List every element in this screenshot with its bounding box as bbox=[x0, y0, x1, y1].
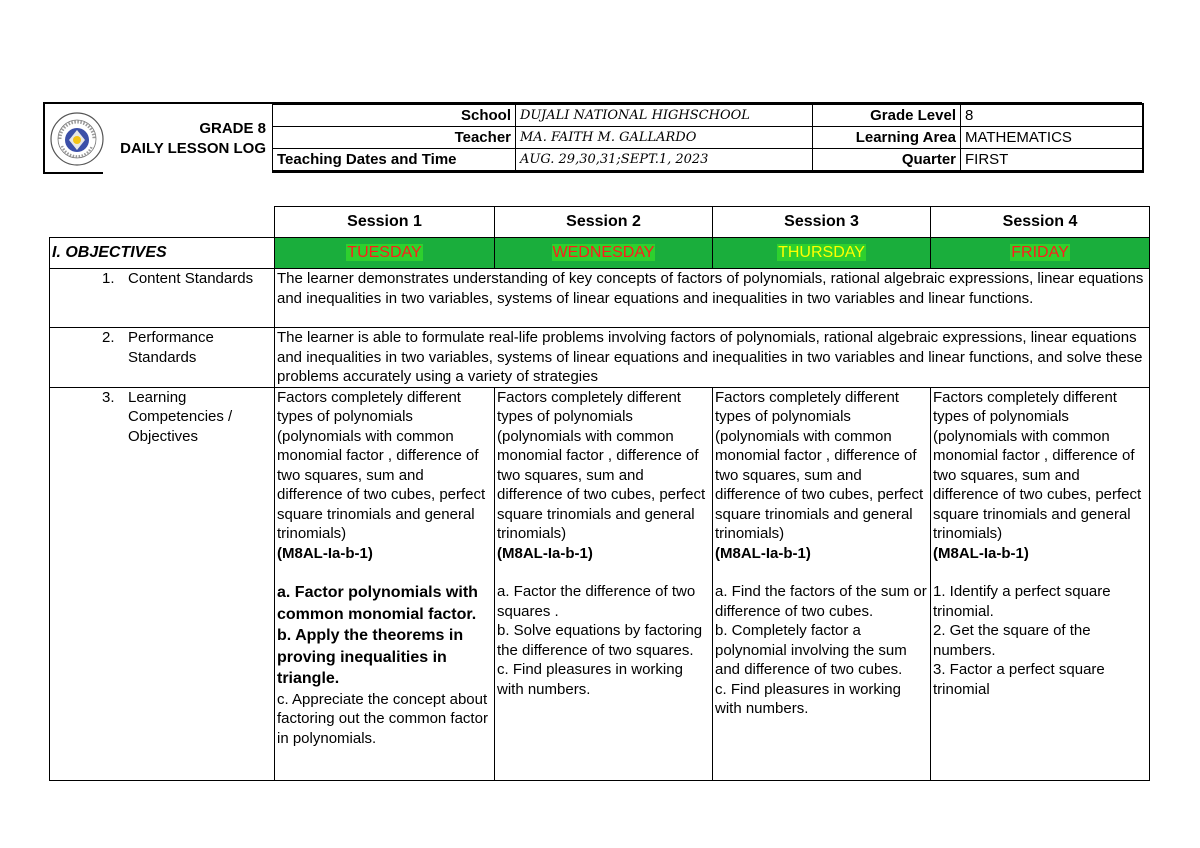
day-label-3: THURSDAY bbox=[778, 244, 865, 262]
day-cell-2 bbox=[495, 238, 713, 269]
grade-level-value: 8 bbox=[961, 104, 1143, 127]
s4-objective-3: 3. Factor a perfect square trinomial bbox=[933, 661, 1105, 698]
log-title: DAILY LESSON LOG bbox=[120, 140, 266, 157]
performance-standards-num: 2. bbox=[102, 329, 115, 346]
competencies-session-1 bbox=[275, 387, 495, 780]
competency-code: (M8AL-Ia-b-1) bbox=[277, 544, 373, 562]
school-value: DUJALI NATIONAL HIGHSCHOOL bbox=[516, 104, 813, 127]
day-cell-3 bbox=[713, 238, 931, 269]
s2-objective-c: c. Find pleasures in working with numbers. bbox=[497, 661, 683, 698]
content-standards-label-cell bbox=[50, 269, 275, 328]
competencies-label-cell bbox=[50, 387, 275, 780]
competency-common-text: Factors completely different types of polynomials (polynomials with common monomial factor , difference of two squares, sum and difference of two cubes, perfect square trinomials and general trinomials) bbox=[497, 388, 706, 542]
learning-area-label: Learning Area bbox=[813, 127, 961, 149]
session-header-3: Session 3 bbox=[713, 207, 931, 238]
quarter-value: FIRST bbox=[961, 149, 1143, 172]
performance-standards-text: The learner is able to formulate real-life problems involving factors of polynomials, rational algebraic expressions, linear equations and inequalities in two variables, systems of linear equations and inequalities in two variables and linear functions, and solve these problems accurately using a variety of strategies bbox=[275, 328, 1150, 388]
dates-label: Teaching Dates and Time bbox=[273, 149, 516, 172]
day-label-1: TUESDAY bbox=[347, 244, 422, 262]
competency-common-text: Factors completely different types of polynomials (polynomials with common monomial factor , difference of two squares, sum and difference of two cubes, perfect square trinomials and general trinomials) bbox=[277, 388, 486, 542]
quarter-label: Quarter bbox=[813, 149, 961, 172]
performance-label-1: Performance bbox=[128, 329, 214, 346]
learning-area-value: MATHEMATICS bbox=[961, 127, 1143, 149]
performance-label-2: Standards bbox=[128, 348, 197, 366]
day-label-2: WEDNESDAY bbox=[552, 244, 655, 262]
dates-value: AUG. 29,30,31;SEPT.1, 2023 bbox=[516, 149, 813, 172]
competency-common-text: Factors completely different types of polynomials (polynomials with common monomial factor , difference of two squares, sum and difference of two cubes, perfect square trinomials and general trinomials) bbox=[933, 388, 1142, 542]
competency-common-text: Factors completely different types of polynomials (polynomials with common monomial factor , difference of two squares, sum and difference of two cubes, perfect square trinomials and general trinomials) bbox=[715, 388, 924, 542]
header-left-rule bbox=[43, 102, 45, 174]
competency-code: (M8AL-Ia-b-1) bbox=[933, 544, 1029, 562]
grade-level-label: Grade Level bbox=[813, 104, 961, 127]
session-header-4: Session 4 bbox=[931, 207, 1150, 238]
objectives-title: I. OBJECTIVES bbox=[50, 238, 275, 269]
deped-seal-icon bbox=[50, 112, 104, 166]
s1-objective-c: c. Appreciate the concept about factoring out the common factor in polynomials. bbox=[277, 690, 488, 747]
session-header-2: Session 2 bbox=[495, 207, 713, 238]
competency-code: (M8AL-Ia-b-1) bbox=[715, 544, 811, 562]
corner-cell bbox=[50, 207, 275, 238]
competency-code: (M8AL-Ia-b-1) bbox=[497, 544, 593, 562]
performance-standards-label-cell bbox=[50, 328, 275, 388]
content-standards-text: The learner demonstrates understanding of key concepts of factors of polynomials, rational algebraic expressions, linear equations and inequalities in two variables, systems of linear equations and inequalities in two variables and linear functions. bbox=[275, 269, 1150, 328]
s1-objective-a: a. Factor polynomials with common monomial factor. bbox=[277, 584, 478, 623]
competencies-label-3: Objectives bbox=[128, 427, 199, 445]
s2-objective-b: b. Solve equations by factoring the difference of two squares. bbox=[497, 622, 703, 659]
competencies-session-2 bbox=[495, 387, 713, 780]
teacher-label: Teacher bbox=[273, 127, 516, 149]
s4-objective-1: 1. Identify a perfect square trinomial. bbox=[933, 583, 1111, 620]
s3-objective-a: a. Find the factors of the sum or difference of two cubes. bbox=[715, 583, 927, 620]
teacher-value: MA. FAITH M. GALLARDO bbox=[516, 127, 813, 149]
day-label-4: FRIDAY bbox=[1011, 244, 1069, 262]
competencies-label-2: Competencies / bbox=[128, 408, 233, 425]
s1-objective-b: b. Apply the theorems in proving inequalities in triangle. bbox=[277, 627, 464, 687]
school-label: School bbox=[273, 104, 516, 127]
header-foot-rule bbox=[43, 172, 103, 174]
day-cell-1 bbox=[275, 238, 495, 269]
competencies-session-4 bbox=[931, 387, 1150, 780]
session-header-1: Session 1 bbox=[275, 207, 495, 238]
grade-title-block bbox=[120, 119, 266, 159]
header-info-table bbox=[272, 103, 1144, 173]
s2-objective-a: a. Factor the difference of two squares . bbox=[497, 583, 696, 620]
competencies-session-3 bbox=[713, 387, 931, 780]
s3-objective-c: c. Find pleasures in working with numbers. bbox=[715, 680, 901, 717]
competencies-num: 3. bbox=[102, 388, 115, 406]
s4-objective-2: 2. Get the square of the numbers. bbox=[933, 622, 1091, 659]
day-cell-4 bbox=[931, 238, 1150, 269]
content-standards-num: 1. bbox=[102, 270, 115, 287]
content-standards-label: Content Standards bbox=[128, 270, 254, 287]
s3-objective-b: b. Completely factor a polynomial involving the sum and difference of two cubes. bbox=[715, 622, 907, 678]
competencies-label-1: Learning bbox=[128, 388, 187, 406]
lesson-log-table bbox=[49, 206, 1150, 781]
grade-label: GRADE 8 bbox=[199, 120, 266, 137]
